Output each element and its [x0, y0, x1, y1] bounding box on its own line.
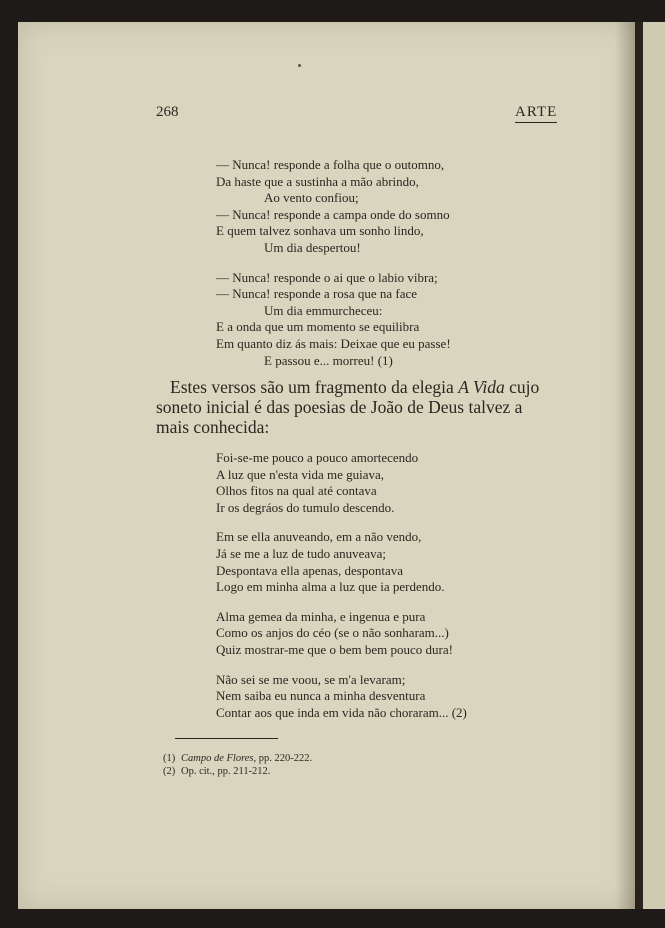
verse-line: — Nunca! responde a rosa que na face [216, 286, 418, 302]
verse-line: Quiz mostrar-me que o bem bem pouco dura! [216, 641, 453, 657]
verse-line: Ao vento confiou; [264, 190, 359, 206]
gutter-shadow [615, 22, 640, 909]
verse-line: Foi-se-me pouco a pouco amortecendo [216, 450, 419, 465]
stanza-break [216, 516, 467, 529]
verse-line: Um dia emmurcheceu: [264, 302, 383, 318]
footnote-marker: (1) [163, 753, 176, 764]
verse-line: Despontava ella apenas, despontava [216, 562, 403, 578]
footnote-2 [163, 765, 312, 778]
footnote-divider [175, 738, 278, 739]
verse-line: — Nunca! responde o ai que o labio vibra; [216, 269, 438, 285]
page-number: 268 [156, 104, 179, 120]
body-paragraph [156, 377, 556, 437]
verse-line: Contar aos que inda em vida não choraram... (2) [216, 704, 467, 720]
work-title: A Vida [458, 377, 505, 397]
footnote-source-title: Campo de Flores, [181, 753, 257, 764]
verse-line: Da haste que a sustinha a mão abrindo, [216, 173, 419, 189]
verse-line: Já se me a luz de tudo anuveava; [216, 545, 387, 561]
facing-page-edge [640, 22, 665, 909]
verse-line: Ir os degráos do tumulo descendo. [216, 499, 395, 515]
paper-speck [298, 64, 301, 67]
verse-line: Em se ella anuveando, em a não vendo, [216, 529, 422, 545]
footnote-text: Op. cit., pp. 211-212. [181, 766, 271, 777]
verse-line: Olhos fitos na qual até contava [216, 483, 377, 499]
verse-line: Não sei se me voou, se m'a levaram; [216, 671, 406, 687]
verse-line: A luz que n'esta vida me guiava, [216, 466, 385, 482]
stanza-break [216, 659, 467, 672]
footnote-1 [163, 752, 312, 765]
stanza-break [216, 596, 467, 609]
paragraph-text: Estes versos são um fragmento da elegia [170, 377, 459, 397]
poem-excerpt-2 [216, 450, 467, 721]
paragraph-text: cujo soneto inicial é das poesias de João de Deus talvez a mais conhecida: [156, 377, 540, 437]
verse-line: E a onda que um momento se equilibra [216, 319, 420, 335]
verse-line: Um dia despertou! [264, 239, 361, 255]
verse-line: — Nunca! responde a campa onde do somno [216, 206, 450, 222]
verse-line: Alma gemea da minha, e ingenua e pura [216, 608, 426, 624]
verse-line: Em quanto diz ás mais: Deixae que eu passe! [216, 335, 451, 351]
stanza-break [216, 257, 451, 270]
footnotes [163, 752, 312, 778]
running-title: ARTE [515, 104, 557, 123]
verse-line: E quem talvez sonhava um sonho lindo, [216, 223, 424, 239]
footnote-marker: (2) [163, 766, 176, 777]
poem-excerpt-1 [216, 157, 451, 369]
verse-line: Como os anjos do céo (se o não sonharam...) [216, 625, 449, 641]
verse-line: E passou e... morreu! (1) [264, 352, 393, 368]
verse-line: Nem saiba eu nunca a minha desventura [216, 688, 426, 704]
footnote-text: pp. 220-222. [256, 753, 313, 764]
verse-line: Logo em minha alma a luz que ia perdendo. [216, 579, 445, 595]
verse-line: — Nunca! responde a folha que o outomno, [216, 157, 445, 172]
